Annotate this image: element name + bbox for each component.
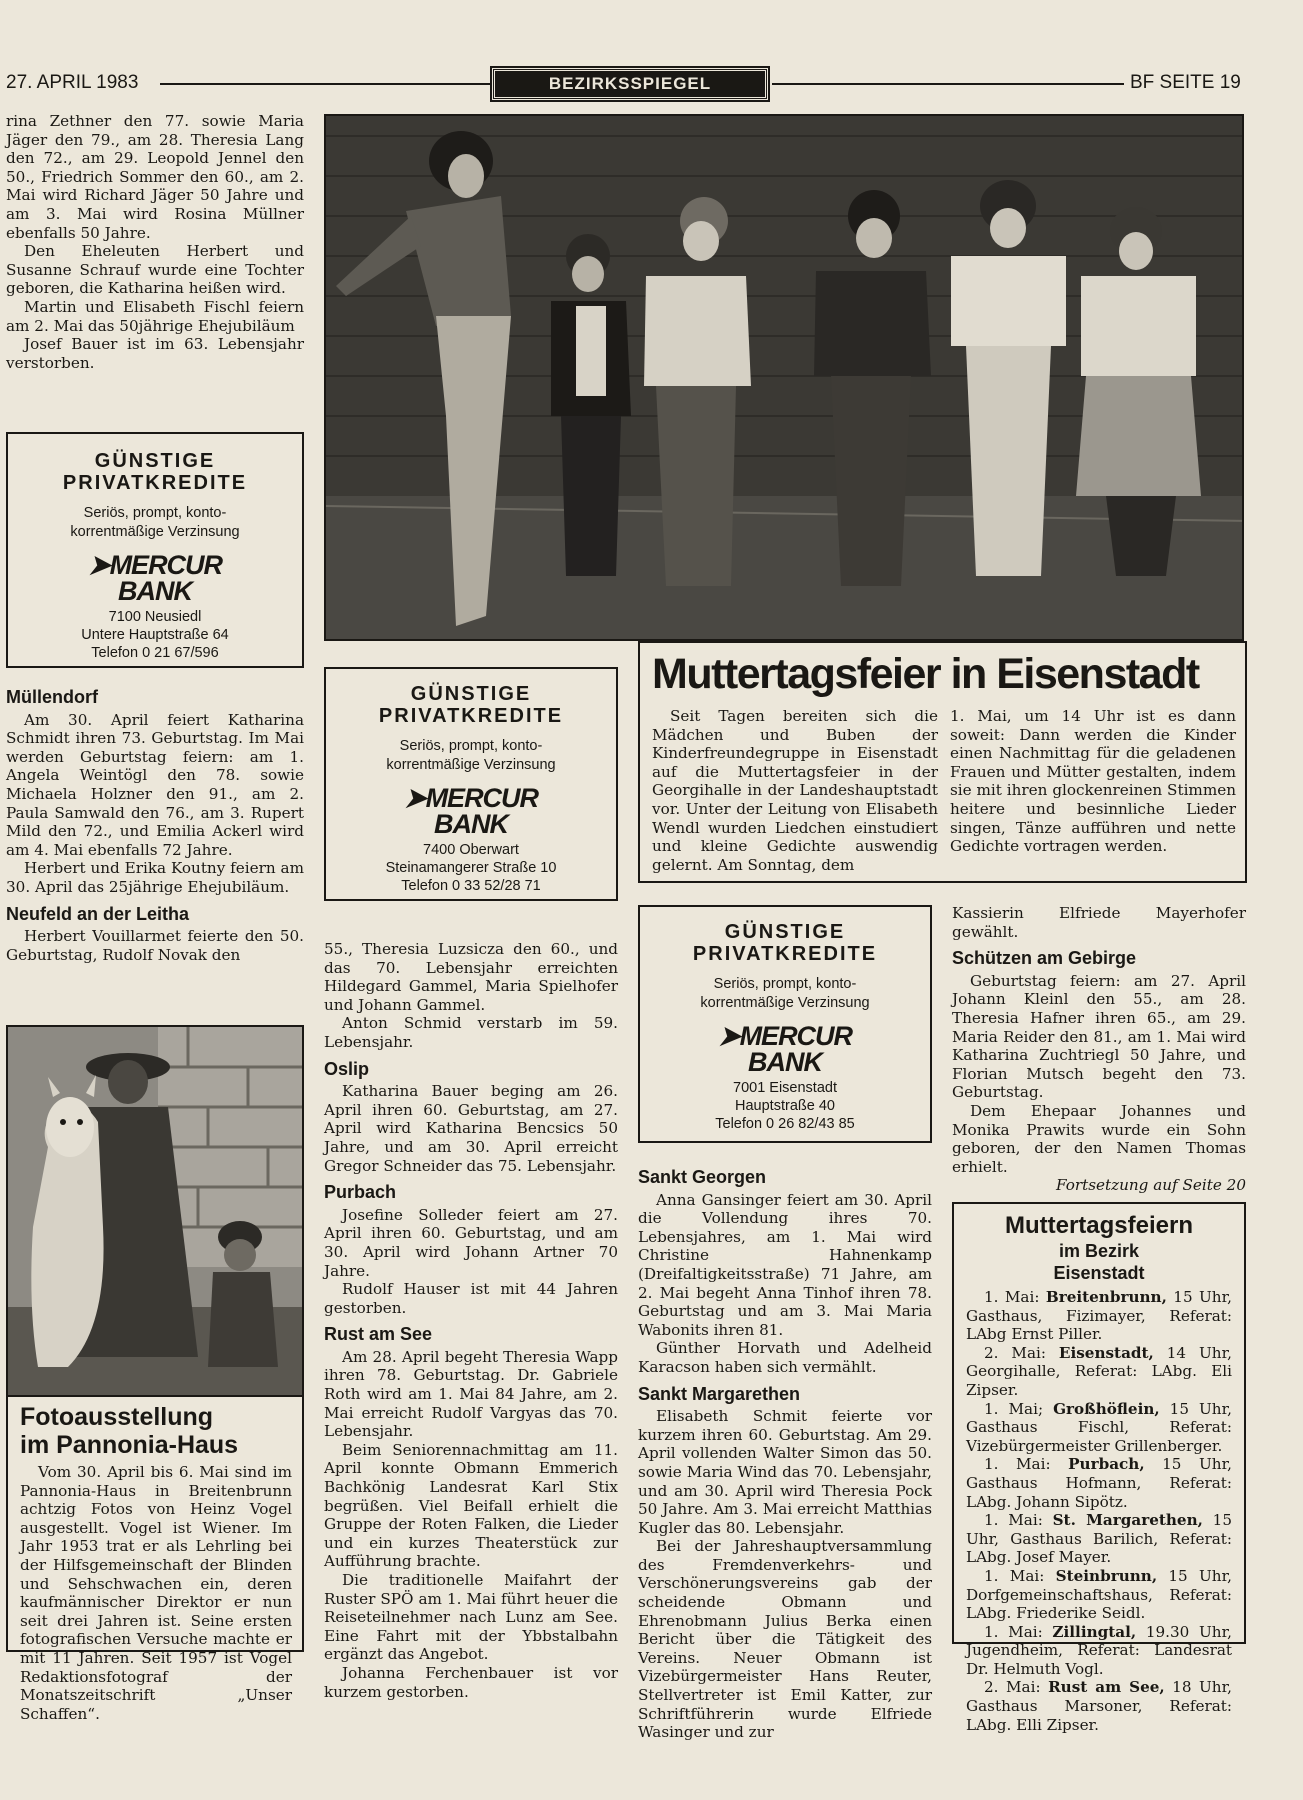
event-item: 1. Mai: Steinbrunn, 15 Uhr, Dorfgemeinschaftshaus, Referat: LAbg. Friederike Seidl. xyxy=(966,1566,1232,1623)
paragraph: Die traditionelle Maifahrt der Ruster SPÖ am 1. Mai führt heuer die Reiseteilnehmer nach Lunz am See. Eine Fahrt mit der Ybbstalbahn ergänzt das Angebot. xyxy=(324,1571,618,1664)
ad-address: 7100 Neusiedl xyxy=(108,609,202,625)
event-place: Steinbrunn, xyxy=(1055,1566,1158,1585)
ad-address: Untere Hauptstraße 64 xyxy=(81,627,229,643)
paragraph: Herbert Vouillarmet feierte den 50. Geburtstag, Rudolf Novak den xyxy=(6,927,304,964)
section-heading: Purbach xyxy=(324,1182,397,1203)
box-subtitle: Eisenstadt xyxy=(1053,1263,1145,1283)
ad-title: GÜNSTIGE xyxy=(94,450,216,472)
paragraph: 55., Theresia Luzsicza den 60., und das 70. Lebensjahr erreichten Hildegard Gammel, Maria Spielhofer und Johann Gammel. xyxy=(324,940,618,1014)
paragraph: Bei der Jahreshauptversammlung des Fremdenverkehrs- und Verschönerungsvereins gab der scheidende Obmann und Ehrenobmann Julius Berka einen Bericht über die Tätigkeit des Vereins. Neuer Obmann ist Vizebürgermeister Hans Reuter, Stellvertreter ist Emil Katter, zur Schriftführerin wurde Elfriede Wasinger und zur xyxy=(638,1537,932,1742)
event-place: Rust am See, xyxy=(1048,1678,1165,1697)
ad-title: PRIVATKREDITE xyxy=(378,705,564,727)
paragraph: Dem Ehepaar Johannes und Monika Prawits wurde ein Sohn geboren, der den Namen Thomas erhielt. xyxy=(952,1101,1246,1176)
col3-text xyxy=(638,1168,932,1742)
ad-line: Seriös, prompt, konto- xyxy=(399,738,543,754)
ad-line: korrentmäßige Verzinsung xyxy=(386,757,556,773)
logo-text: BANK xyxy=(748,1047,822,1077)
header-rule-right xyxy=(772,83,1124,85)
children-dancing-photo xyxy=(324,114,1244,641)
mercur-logo xyxy=(8,552,302,604)
article-headline: Muttertagsfeier in Eisenstadt xyxy=(652,650,1199,698)
event-item: 1. Mai; Großhöflein, 15 Uhr, Gasthaus Fischl, Referat: Vizebürgermeister Grillenberger. xyxy=(966,1399,1232,1455)
section-heading: Oslip xyxy=(324,1058,370,1079)
logo-text: MERCUR xyxy=(425,783,539,813)
event-place: Eisenstadt, xyxy=(1058,1343,1154,1362)
paragraph: Rudolf Hauser ist mit 44 Jahren gestorben. xyxy=(324,1280,618,1317)
event-place: Großhöflein, xyxy=(1053,1399,1160,1418)
section-masthead: BEZIRKSSPIEGEL xyxy=(492,68,768,100)
mercur-logo xyxy=(640,1023,930,1075)
paragraph: Beim Seniorennachmittag am 11. April konnte Obmann Emmerich Bachkönig Landesrat Karl Stix begrüßen. Viel Beifall erhielt die Gruppe der Roten Falken, die Lieder und ein kurzes Theaterstück zur Aufführung brachte. xyxy=(324,1440,618,1571)
event-item: 1. Mai: Zillingtal, 19.30 Uhr, Jugendheim, Referat: Landesrat Dr. Helmuth Vogl. xyxy=(966,1622,1232,1678)
ad-title: GÜNSTIGE xyxy=(410,683,532,705)
box-title: Muttertagsfeiern xyxy=(1004,1212,1194,1239)
paragraph: Anna Gansinger feiert am 30. April die Vollendung ihres 70. Lebensjahres, am 1. Mai wird Christine Hahnenkamp (Dreifaltigkeitsstraße) 71 Jahre, am 2. Mai begeht Anna Tinhof ihren 78. Geburtstag und am 3. Mai Maria Wabonits ihren 81. xyxy=(638,1190,932,1339)
paragraph: Herbert und Erika Koutny feiern am 30. April das 25jährige Ehejubiläum. xyxy=(6,859,304,896)
box-subtitle: im Bezirk xyxy=(1058,1241,1140,1261)
muttertagsfeier-article xyxy=(638,641,1247,883)
logo-text: BANK xyxy=(434,809,508,839)
paragraph: Johanna Ferchenbauer ist vor kurzem gestorben. xyxy=(324,1663,618,1701)
section-heading: Sankt Georgen xyxy=(638,1167,767,1187)
event-place: Zillingtal, xyxy=(1052,1622,1137,1641)
header-rule-left xyxy=(160,83,490,85)
ad-address: Steinamangerer Straße 10 xyxy=(385,860,557,876)
paragraph: Am 28. April begeht Theresia Wapp ihren 78. Geburtstag. Dr. Gabriele Roth wird am 1. Mai 84 Jahre, am 2. Mai erreicht Rudolf Vargyas das 70. Lebensjahr. xyxy=(324,1347,618,1441)
paragraph: Am 30. April feiert Katharina Schmidt ihren 73. Geburtstag. Im Mai werden Geburtstag feiern: am 1. Angela Weintögl den 78. sowie Michaela Holzner den 91., am 2. Paula Samwald den 76., am 3. Rupert Mild den 72., und Emilia Ackerl wird am 4. Mai ebenfalls 72 Jahre. xyxy=(6,710,304,859)
llama-photo-image xyxy=(8,1027,304,1397)
mercur-logo xyxy=(326,785,616,837)
ad-phone: Telefon 0 21 67/596 xyxy=(91,645,219,661)
section-heading: Rust am See xyxy=(324,1324,433,1345)
event-item: 2. Mai: Eisenstadt, 14 Uhr, Georgihalle, Referat: LAbg. Eli Zipser. xyxy=(966,1343,1232,1399)
paragraph: Kassierin Elfriede Mayerhofer gewählt. xyxy=(952,904,1246,941)
paragraph: Den Eheleuten Herbert und Susanne Schrauf wurde eine Tochter geboren, die Katharina heißen wird. xyxy=(6,242,304,298)
paragraph: Josefine Solleder feiert am 27. April ihren 60. Geburtstag, und am 30. April wird Johann Artner 70 Jahre. xyxy=(324,1205,618,1280)
section-heading: Müllendorf xyxy=(6,687,98,707)
ad-mercur-neusiedl xyxy=(6,432,304,668)
section-heading: Sankt Margarethen xyxy=(638,1383,801,1404)
event-item: 1. Mai: Breitenbrunn, 15 Uhr, Gasthaus, Fizimayer, Referat: LAbg Ernst Piller. xyxy=(966,1288,1232,1344)
ad-title: PRIVATKREDITE xyxy=(62,472,248,494)
col2-text xyxy=(324,940,618,1701)
issue-date: 27. APRIL 1983 xyxy=(6,72,139,93)
article-title: Fotoausstellung xyxy=(20,1403,214,1431)
bank-logo-arrow-icon: ➤ xyxy=(717,1021,740,1051)
ad-line: korrentmäßige Verzinsung xyxy=(700,995,870,1011)
event-item: 1. Mai: Purbach, 15 Uhr, Gasthaus Hofmann, Referat: LAbg. Johann Sipötz. xyxy=(966,1455,1232,1511)
logo-text: MERCUR xyxy=(739,1021,853,1051)
muellendorf-article xyxy=(6,688,304,964)
ad-line: Seriös, prompt, konto- xyxy=(713,976,857,992)
logo-text: MERCUR xyxy=(109,550,223,580)
section-heading: Neufeld an der Leitha xyxy=(6,903,190,924)
ad-title: GÜNSTIGE xyxy=(724,921,846,943)
article-title: im Pannonia-Haus xyxy=(20,1431,239,1459)
event-place: Breitenbrunn, xyxy=(1045,1288,1167,1306)
event-item: 1. Mai: St. Margarethen, 15 Uhr, Gasthaus Barilich, Referat: LAbg. Josef Mayer. xyxy=(966,1511,1233,1567)
children-dancing-image xyxy=(326,116,1244,641)
col4-text xyxy=(952,904,1246,1195)
article-column-left xyxy=(652,707,938,874)
paragraph: Günther Horvath und Adelheid Karacson haben sich vermählt. xyxy=(638,1339,932,1376)
ad-address: 7001 Eisenstadt xyxy=(733,1080,837,1096)
paragraph: 1. Mai, um 14 Uhr ist es dann soweit: Dann werden die Kinder einen Nachmittag für die geladenen Frauen und Mütter gestalten, indem sie mit ihren glockenreinen Stimmen heitere und besinnliche Lieder singen, Tänze aufführen und nette Gedichte vortragen werden. xyxy=(950,707,1236,856)
bank-logo-arrow-icon: ➤ xyxy=(87,550,110,580)
event-place: Purbach, xyxy=(1068,1455,1145,1474)
ad-line: Seriös, prompt, konto- xyxy=(83,505,227,521)
ad-mercur-eisenstadt xyxy=(638,905,932,1143)
logo-text: BANK xyxy=(118,576,192,606)
ad-phone: Telefon 0 26 82/43 85 xyxy=(715,1116,855,1132)
ad-line: korrentmäßige Verzinsung xyxy=(70,524,240,540)
paragraph: Vom 30. April bis 6. Mai sind im Pannonia-Haus in Breitenbrunn achtzig Fotos von Heinz Vogel ausgestellt. Vogel ist Wiener. Im Jahr 1953 trat er als Lehrling bei der Hilfsgemeinschaft der Blinden und Sehschwachen ein, deren kaufmännischer Direktor er nun seit drei Jahren ist. Seine ersten fotografischen Versuche machte er mit 11 Jahren. Seit 1957 ist Vogel Redaktionsfotograf der Monatszeitschrift „Unser Schaffen“. xyxy=(20,1463,292,1723)
paragraph: Martin und Elisabeth Fischl feiern am 2. Mai das 50jährige Ehejubiläum xyxy=(6,297,304,335)
paragraph: Elisabeth Schmit feierte vor kurzem ihren 60. Geburtstag. Am 29. April vollenden Walter Simon das 50. sowie Maria Wind das 70. Lebensjahr, und am 30. April wird Theresia Pock 50 Jahre. Am 3. Mai erreicht Matthias Kugler das 80. Lebensjahr. xyxy=(638,1407,932,1537)
fotoausstellung-article xyxy=(6,1397,304,1723)
llama-photo xyxy=(6,1025,304,1397)
paragraph: Anton Schmid verstarb im 59. Lebensjahr. xyxy=(324,1014,618,1051)
event-item: 2. Mai: Rust am See, 18 Uhr, Gasthaus Marsoner, Referat: LAbg. Elli Zipser. xyxy=(966,1678,1232,1734)
bank-logo-arrow-icon: ➤ xyxy=(403,783,426,813)
paragraph: Seit Tagen bereiten sich die Mädchen und Buben der Kinderfreundegruppe in Eisenstadt auf die Muttertagsfeier in der Georgihalle in der Landeshauptstadt vor. Unter der Leitung von Elisabeth Wendl wurden Liedchen einstudiert und kleine Gedichte auswendig gelernt. Am Sonntag, dem xyxy=(652,707,938,874)
article-column-right xyxy=(950,707,1236,856)
ad-phone: Telefon 0 33 52/28 71 xyxy=(401,878,541,894)
continuation-note: Fortsetzung auf Seite 20 xyxy=(1056,1176,1246,1195)
event-place: St. Margarethen, xyxy=(1052,1511,1203,1530)
page-number: BF SEITE 19 xyxy=(1130,72,1241,93)
paragraph: Katharina Bauer beging am 26. April ihren 60. Geburtstag, am 27. April wird Katharina Bencsics 50 Jahre, und am 30. April erreicht Gregor Schneider das 75. Lebensjahr. xyxy=(324,1082,618,1175)
muttertagsfeiern-box xyxy=(952,1202,1246,1734)
paragraph: Josef Bauer ist im 63. Lebensjahr verstorben. xyxy=(6,335,304,372)
ad-address: 7400 Oberwart xyxy=(423,842,519,858)
ad-mercur-oberwart xyxy=(324,667,618,901)
paragraph: Geburtstag feiern: am 27. April Johann Kleinl den 55., am 28. Theresia Hafner ihren 65., am 29. Maria Reider den 81., am 1. Mai wird Katharina Zuchtriegl 50 Jahre, und Florian Mutsch begeht den 73. Geburtstag. xyxy=(952,971,1246,1102)
ad-title: PRIVATKREDITE xyxy=(692,943,878,965)
col1-top-text xyxy=(6,112,304,372)
section-heading: Schützen am Gebirge xyxy=(952,948,1137,969)
paragraph: rina Zethner den 77. sowie Maria Jäger den 79., am 28. Theresia Lang den 72., am 29. Leopold Jennel den 50., Friedrich Sommer den 60., am 2. Mai wird Richard Jäger 50 Jahre und am 3. Mai wird Rosina Müllner ebenfalls 50 Jahre. xyxy=(6,112,304,242)
ad-address: Hauptstraße 40 xyxy=(735,1098,835,1114)
